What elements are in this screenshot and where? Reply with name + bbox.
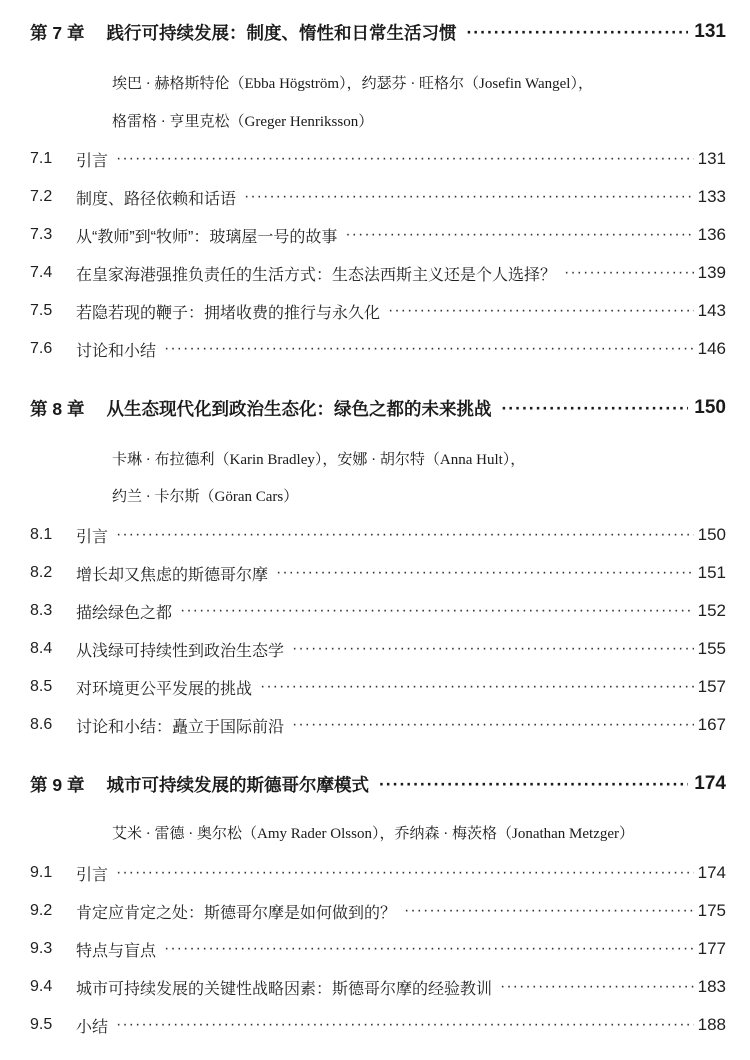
toc-entry[interactable] [30,935,726,963]
section-title: 若隐若现的鞭子：拥堵收费的推行与永久化 [76,304,381,322]
chapter-number: 第 7 章 [30,22,85,43]
toc-entry[interactable] [30,521,726,549]
dot-leader [292,716,694,734]
section-page-number: 133 [697,187,726,206]
chapter-title: 从生态现代化到政治生态化：绿色之都的未来挑战 [106,398,492,419]
chapter-heading[interactable] [30,767,726,801]
chapter-page-number: 150 [694,397,726,418]
dot-leader [260,678,694,696]
section-page-number: 131 [697,149,726,168]
chapter-authors: 卡琳 · 布拉德利（Karin Bradley），安娜 · 胡尔特（Anna Hult）， [112,452,526,468]
section-page-number: 155 [697,639,726,658]
section-title: 小结 [76,1018,109,1036]
section-title: 讨论和小结 [76,342,157,360]
dot-leader [379,774,688,795]
section-number: 8.3 [30,602,53,619]
section-number: 8.5 [30,678,53,695]
section-title: 肯定应肯定之处：斯德哥尔摩是如何做到的？ [76,904,397,922]
dot-leader [466,22,688,43]
dot-leader [164,340,694,358]
dot-leader [500,978,694,996]
dot-leader [404,902,694,920]
toc-entry[interactable] [30,297,726,325]
toc-entry[interactable] [30,635,726,663]
dot-leader [276,564,694,582]
section-number: 9.2 [30,902,53,919]
section-number: 7.4 [30,264,53,281]
chapter-page-number: 174 [694,773,726,794]
section-number: 8.1 [30,526,53,543]
section-number: 8.4 [30,640,53,657]
toc-entry[interactable] [30,897,726,925]
section-page-number: 174 [697,863,726,882]
section-number: 7.3 [30,226,53,243]
chapter-authors: 艾米 · 雷德 · 奥尔松（Amy Rader Olsson），乔纳森 · 梅茨格（Jonathan Metzger） [112,826,635,842]
toc-entry[interactable] [30,673,726,701]
section-title: 对环境更公平发展的挑战 [76,680,253,698]
section-page-number: 150 [697,525,726,544]
section-title: 讨论和小结：矗立于国际前沿 [76,718,285,736]
section-number: 9.4 [30,978,53,995]
dot-leader [244,188,694,206]
section-number: 7.1 [30,150,53,167]
chapter-number: 第 8 章 [30,398,85,419]
section-number: 8.6 [30,716,53,733]
dot-leader [116,864,694,882]
toc-entry[interactable] [30,221,726,249]
section-title: 特点与盲点 [76,942,157,960]
chapter-title: 践行可持续发展：制度、惰性和日常生活习惯 [106,22,457,43]
section-page-number: 143 [697,301,726,320]
toc-entry[interactable] [30,335,726,363]
dot-leader [564,264,694,282]
chapter-heading[interactable] [30,391,726,425]
chapter-authors: 格雷格 · 亨里克松（Greger Henriksson） [112,114,374,130]
section-number: 8.2 [30,564,53,581]
toc-entry[interactable] [30,597,726,625]
section-title: 引言 [76,866,109,884]
section-number: 7.6 [30,340,53,357]
dot-leader [116,526,694,544]
chapter-heading[interactable] [30,15,726,49]
section-title: 城市可持续发展的关键性战略因素：斯德哥尔摩的经验教训 [76,980,493,998]
section-page-number: 183 [697,977,726,996]
section-page-number: 139 [697,263,726,282]
chapter-authors: 埃巴 · 赫格斯特伦（Ebba Högström），约瑟芬 · 旺格尔（Josefin Wangel）， [112,76,593,92]
dot-leader [345,226,693,244]
section-page-number: 136 [697,225,726,244]
chapter-page-number: 131 [694,21,726,42]
section-number: 9.1 [30,864,53,881]
section-title: 从“教师”到“牧师”：玻璃屋一号的故事 [76,228,338,246]
dot-leader [116,1016,694,1034]
section-title: 描绘绿色之都 [76,604,173,622]
section-title: 增长却又焦虑的斯德哥尔摩 [76,566,269,584]
toc-entry[interactable] [30,183,726,211]
section-page-number: 152 [697,601,726,620]
section-title: 引言 [76,528,109,546]
section-title: 引言 [76,152,109,170]
toc-entry[interactable] [30,1011,726,1039]
toc-entry[interactable] [30,259,726,287]
section-number: 9.5 [30,1016,53,1033]
dot-leader [164,940,694,958]
toc-entry[interactable] [30,559,726,587]
section-number: 7.2 [30,188,53,205]
dot-leader [501,398,688,419]
section-number: 7.5 [30,302,53,319]
chapter-authors: 约兰 · 卡尔斯（Göran Cars） [112,489,299,505]
section-title: 制度、路径依赖和话语 [76,190,237,208]
chapter-number: 第 9 章 [30,774,85,795]
toc-entry[interactable] [30,711,726,739]
chapter-title: 城市可持续发展的斯德哥尔摩模式 [106,774,369,795]
section-number: 9.3 [30,940,53,957]
section-page-number: 188 [697,1015,726,1034]
section-title: 从浅绿可持续性到政治生态学 [76,642,285,660]
dot-leader [388,302,694,320]
section-page-number: 146 [697,339,726,358]
section-page-number: 151 [697,563,726,582]
section-page-number: 167 [697,715,726,734]
section-page-number: 157 [697,677,726,696]
dot-leader [180,602,694,620]
section-page-number: 177 [697,939,726,958]
section-title: 在皇家海港强推负责任的生活方式：生态法西斯主义还是个人选择？ [76,266,557,284]
toc-entry[interactable] [30,145,726,173]
toc-entry[interactable] [30,859,726,887]
section-page-number: 175 [697,901,726,920]
dot-leader [292,640,694,658]
toc-entry[interactable] [30,973,726,1001]
dot-leader [116,150,694,168]
